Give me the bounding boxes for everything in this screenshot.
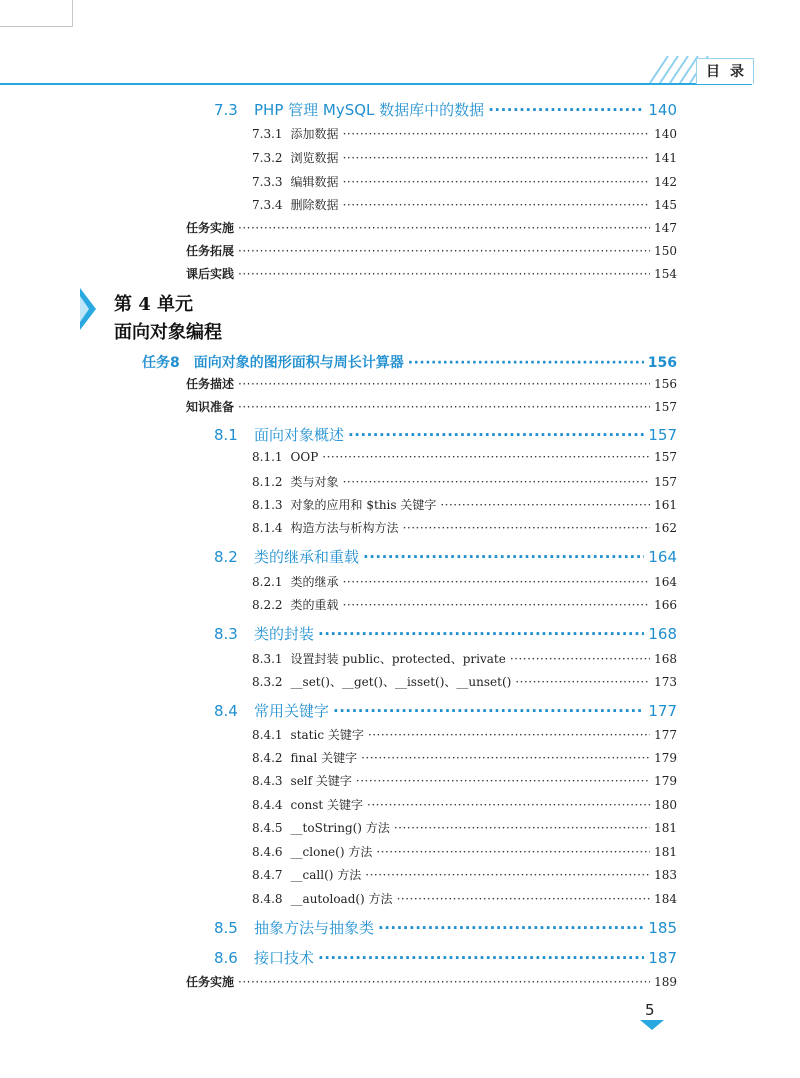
- toc-entry-label: [252, 473, 339, 490]
- toc-entry-title: 知识准备: [186, 400, 235, 414]
- toc-entry-number: 7.3.2: [252, 151, 283, 165]
- toc-task-heading-page: 156: [647, 355, 677, 371]
- toc-dot-leader: [367, 798, 650, 812]
- toc-entry-page: 150: [654, 244, 677, 258]
- toc-entry-task[interactable]: [186, 242, 677, 259]
- toc-dot-leader: [488, 101, 644, 119]
- toc-entry-label: [252, 772, 352, 789]
- toc-entry-sub[interactable]: [252, 496, 677, 513]
- toc-entry-title: self 关键字: [290, 774, 352, 788]
- toc-entry-page: 164: [648, 548, 677, 566]
- toc-dot-leader: [238, 975, 650, 989]
- unit-number: 第 4 单元: [114, 294, 194, 315]
- toc-entry-page: 141: [654, 151, 677, 165]
- toc-dot-leader: [361, 751, 650, 765]
- toc-entry-page: 140: [654, 127, 677, 141]
- toc-entry-page: 154: [654, 267, 677, 281]
- toc-entry-page: 183: [654, 868, 677, 882]
- toc-entry-label: [186, 398, 234, 415]
- toc-dot-leader: [408, 355, 644, 371]
- toc-entry-page: 179: [654, 774, 677, 788]
- toc-dot-leader: [515, 675, 650, 689]
- toc-entry-page: 166: [654, 598, 677, 612]
- toc-entry-page: 168: [648, 625, 677, 643]
- toc-entry-title: __call() 方法: [290, 868, 362, 882]
- toc-dot-leader: [510, 652, 650, 666]
- toc-entry-label: [252, 866, 361, 883]
- toc-entry-task[interactable]: [186, 219, 677, 236]
- toc-entry-page: 157: [654, 400, 677, 414]
- toc-entry-sub[interactable]: [252, 866, 677, 883]
- toc-entry-sec[interactable]: [214, 700, 677, 721]
- toc-entry-label: [252, 890, 393, 907]
- toc-entry-title: 类与对象: [290, 475, 339, 489]
- toc-entry-page: 161: [654, 498, 677, 512]
- toc-entry-title: __autoload() 方法: [290, 892, 393, 906]
- toc-entry-page: 157: [648, 426, 677, 444]
- toc-entry-label: [214, 99, 484, 120]
- toc-entry-label: [214, 424, 344, 445]
- page-down-arrow-icon: [640, 1020, 664, 1030]
- toc-entry-number: 8.1.2: [252, 475, 283, 489]
- toc-entry-number: 8.3: [214, 625, 238, 643]
- toc-entry-number: 8.4: [214, 702, 238, 720]
- page-number: 5: [645, 1001, 655, 1019]
- toc-entry-title: 接口技术: [254, 949, 315, 967]
- toc-entry-label: [252, 519, 399, 536]
- toc-entry-sub[interactable]: [252, 473, 677, 490]
- toc-task-heading-label: 任务8 面向对象的图形面积与周长计算器: [142, 355, 404, 371]
- toc-entry-sub[interactable]: [252, 726, 677, 743]
- toc-entry-label: [214, 917, 374, 938]
- toc-entry-title: static 关键字: [290, 728, 364, 742]
- toc-entry-number: 8.4.6: [252, 845, 283, 859]
- toc-entry-sub[interactable]: [252, 650, 677, 667]
- toc-entry-page: 185: [648, 919, 677, 937]
- toc-entry-label: [186, 973, 234, 990]
- toc-entry-label: [214, 947, 314, 968]
- toc-entry-label: [252, 149, 339, 166]
- toc-entry-sec[interactable]: [214, 424, 677, 445]
- toc-entry-sub[interactable]: [252, 173, 677, 190]
- toc-entry-page: 173: [654, 675, 677, 689]
- toc-entry-title: 任务实施: [186, 221, 235, 235]
- toc-entry-page: 140: [648, 101, 677, 119]
- toc-entry-number: 8.4.4: [252, 798, 283, 812]
- toc-entry-title: 类的继承: [290, 575, 339, 589]
- toc-entry-sec[interactable]: [214, 947, 677, 968]
- toc-entry-sub[interactable]: [252, 673, 677, 690]
- toc-entry-number: 8.1: [214, 426, 238, 444]
- toc-entry-sub[interactable]: [252, 796, 677, 813]
- toc-dot-leader: [440, 498, 650, 512]
- toc-dot-leader: [348, 426, 644, 444]
- toc-entry-page: 145: [654, 198, 677, 212]
- toc-entry-number: 8.4.8: [252, 892, 283, 906]
- toc-entry-task[interactable]: [186, 265, 677, 282]
- toc-entry-sub[interactable]: [252, 819, 677, 836]
- toc-entry-label: [186, 375, 234, 392]
- toc-entry-label: [214, 623, 314, 644]
- toc-entry-task[interactable]: [186, 398, 677, 415]
- toc-dot-leader: [238, 221, 650, 235]
- toc-entry-number: 8.6: [214, 949, 238, 967]
- toc-entry-page: 180: [654, 798, 677, 812]
- toc-entry-sub[interactable]: [252, 596, 677, 613]
- toc-entry-number: 8.1.3: [252, 498, 283, 512]
- toc-entry-number: 8.4.1: [252, 728, 283, 742]
- toc-entry-page: 187: [648, 949, 677, 967]
- toc-dot-leader: [363, 548, 644, 566]
- header-rule: [0, 83, 752, 85]
- toc-entry-label: [252, 749, 357, 766]
- toc-dot-leader: [394, 821, 650, 835]
- toc-entry-page: 164: [654, 575, 677, 589]
- toc-entry-sub[interactable]: [252, 843, 677, 860]
- toc-entry-task[interactable]: [186, 375, 677, 392]
- toc-dot-leader: [343, 151, 651, 165]
- toc-entry-label: [252, 650, 506, 667]
- toc-entry-title: 浏览数据: [290, 151, 339, 165]
- toc-entry-label: [252, 796, 363, 813]
- toc-entry-sec[interactable]: [214, 623, 677, 644]
- toc-entry-sec[interactable]: [214, 99, 677, 120]
- toc-dot-leader: [318, 949, 644, 967]
- toc-dot-leader: [343, 475, 651, 489]
- toc-entry-title: __toString() 方法: [290, 821, 390, 835]
- toc-entry-label: [252, 843, 372, 860]
- toc-dot-leader: [376, 845, 650, 859]
- toc-entry-number: 8.4.7: [252, 868, 283, 882]
- toc-dot-leader: [343, 198, 651, 212]
- unit-title: 面向对象编程: [114, 322, 222, 343]
- toc-entry-sub[interactable]: [252, 749, 677, 766]
- toc-dot-leader: [238, 267, 650, 281]
- toc-entry-title: 编辑数据: [290, 175, 339, 189]
- toc-entry-number: 8.1.1: [252, 450, 283, 464]
- toc-entry-number: 8.2.1: [252, 575, 283, 589]
- toc-entry-title: 对象的应用和 $this 关键字: [290, 498, 437, 512]
- toc-entry-number: 7.3.3: [252, 175, 283, 189]
- toc-entry-page: 179: [654, 751, 677, 765]
- toc-entry-label: [252, 596, 339, 613]
- toc-entry-sub[interactable]: [252, 125, 677, 142]
- toc-entry-title: const 关键字: [290, 798, 364, 812]
- crop-corner-mark: [0, 0, 73, 27]
- toc-entry-label: [252, 196, 339, 213]
- toc-entry-title: 任务拓展: [186, 244, 235, 258]
- toc-dot-leader: [365, 868, 650, 882]
- toc-entry-label: [186, 219, 234, 236]
- toc-entry-number: 8.4.2: [252, 751, 283, 765]
- toc-dot-leader: [318, 625, 644, 643]
- toc-dot-leader: [343, 127, 651, 141]
- toc-entry-number: 8.2.2: [252, 598, 283, 612]
- toc-entry-title: final 关键字: [290, 751, 358, 765]
- unit-marker-icon: [80, 288, 96, 330]
- toc-entry-sub[interactable]: [252, 519, 677, 536]
- toc-entry-title: OOP: [290, 450, 319, 464]
- toc-dot-leader: [368, 728, 650, 742]
- toc-entry-label: [186, 265, 234, 282]
- toc-dot-leader: [343, 175, 651, 189]
- toc-entry-label: [214, 546, 359, 567]
- toc-entry-title: __set()、__get()、__isset()、__unset(): [290, 675, 512, 689]
- toc-entry-number: 8.2: [214, 548, 238, 566]
- toc-entry-title: 类的重载: [290, 598, 339, 612]
- toc-entry-number: 7.3.4: [252, 198, 283, 212]
- toc-entry-sec[interactable]: [214, 917, 677, 938]
- toc-entry-label: [252, 496, 436, 513]
- toc-entry-title: 添加数据: [290, 127, 339, 141]
- header-title: 目录: [706, 64, 754, 80]
- toc-entry-page: 181: [654, 845, 677, 859]
- toc-entry-number: 7.3.1: [252, 127, 283, 141]
- toc-entry-number: 8.1.4: [252, 521, 283, 535]
- toc-entry-number: 8.3.2: [252, 675, 283, 689]
- toc-entry-title: 常用关键字: [254, 702, 330, 720]
- toc-entry-page: 157: [654, 475, 677, 489]
- toc-entry-sub[interactable]: [252, 772, 677, 789]
- toc-entry-label: [252, 450, 318, 464]
- toc-entry-page: 157: [654, 450, 677, 464]
- toc-entry-sub[interactable]: [252, 573, 677, 590]
- toc-entry-sec[interactable]: [214, 546, 677, 567]
- toc-entry-page: 184: [654, 892, 677, 906]
- toc-entry-task[interactable]: [186, 973, 677, 990]
- toc-dot-leader: [403, 521, 651, 535]
- toc-entry-title: 课后实践: [186, 267, 235, 281]
- toc-entry-label: [252, 819, 390, 836]
- toc-entry-label: [252, 726, 364, 743]
- toc-entry-title: PHP 管理 MySQL 数据库中的数据: [254, 101, 485, 119]
- toc-entry-sub[interactable]: [252, 890, 677, 907]
- toc-dot-leader: [378, 919, 644, 937]
- toc-entry-sub[interactable]: [252, 450, 677, 464]
- toc-entry-number: 8.3.1: [252, 652, 283, 666]
- toc-entry-title: 面向对象概述: [254, 426, 345, 444]
- toc-entry-title: 抽象方法与抽象类: [254, 919, 375, 937]
- toc-entry-page: 168: [654, 652, 677, 666]
- toc-entry-title: 构造方法与析构方法: [290, 521, 399, 535]
- toc-entry-title: 类的封装: [254, 625, 315, 643]
- toc-entry-page: 142: [654, 175, 677, 189]
- toc-dot-leader: [322, 450, 650, 464]
- toc-entry-label: [252, 673, 511, 690]
- toc-dot-leader: [343, 575, 651, 589]
- toc-entry-label: [252, 125, 339, 142]
- toc-entry-page: 162: [654, 521, 677, 535]
- toc-entry-label: [252, 173, 339, 190]
- toc-entry-sub[interactable]: [252, 149, 677, 166]
- toc-entry-page: 177: [648, 702, 677, 720]
- toc-entry-page: 189: [654, 975, 677, 989]
- toc-dot-leader: [343, 598, 651, 612]
- toc-dot-leader: [397, 892, 651, 906]
- toc-entry-page: 181: [654, 821, 677, 835]
- toc-entry-label: [214, 700, 329, 721]
- toc-dot-leader: [238, 400, 650, 414]
- toc-dot-leader: [333, 702, 644, 720]
- toc-entry-title: 任务实施: [186, 975, 235, 989]
- toc-entry-label: [186, 242, 234, 259]
- toc-entry-number: 7.3: [214, 101, 238, 119]
- toc-entry-page: 177: [654, 728, 677, 742]
- toc-entry-page: 156: [654, 377, 677, 391]
- toc-task-heading[interactable]: [142, 352, 677, 372]
- toc-entry-number: 8.4.5: [252, 821, 283, 835]
- toc-dot-leader: [238, 244, 650, 258]
- toc-entry-title: 任务描述: [186, 377, 235, 391]
- toc-dot-leader: [238, 377, 650, 391]
- toc-entry-label: [252, 573, 339, 590]
- toc-entry-number: 8.4.3: [252, 774, 283, 788]
- toc-entry-title: 类的继承和重载: [254, 548, 360, 566]
- toc-entry-number: 8.5: [214, 919, 238, 937]
- toc-entry-sub[interactable]: [252, 196, 677, 213]
- toc-dot-leader: [356, 774, 650, 788]
- toc-entry-title: 删除数据: [290, 198, 339, 212]
- toc-entry-page: 147: [654, 221, 677, 235]
- toc-entry-title: 设置封装 public、protected、private: [290, 652, 506, 666]
- toc-entry-title: __clone() 方法: [290, 845, 373, 859]
